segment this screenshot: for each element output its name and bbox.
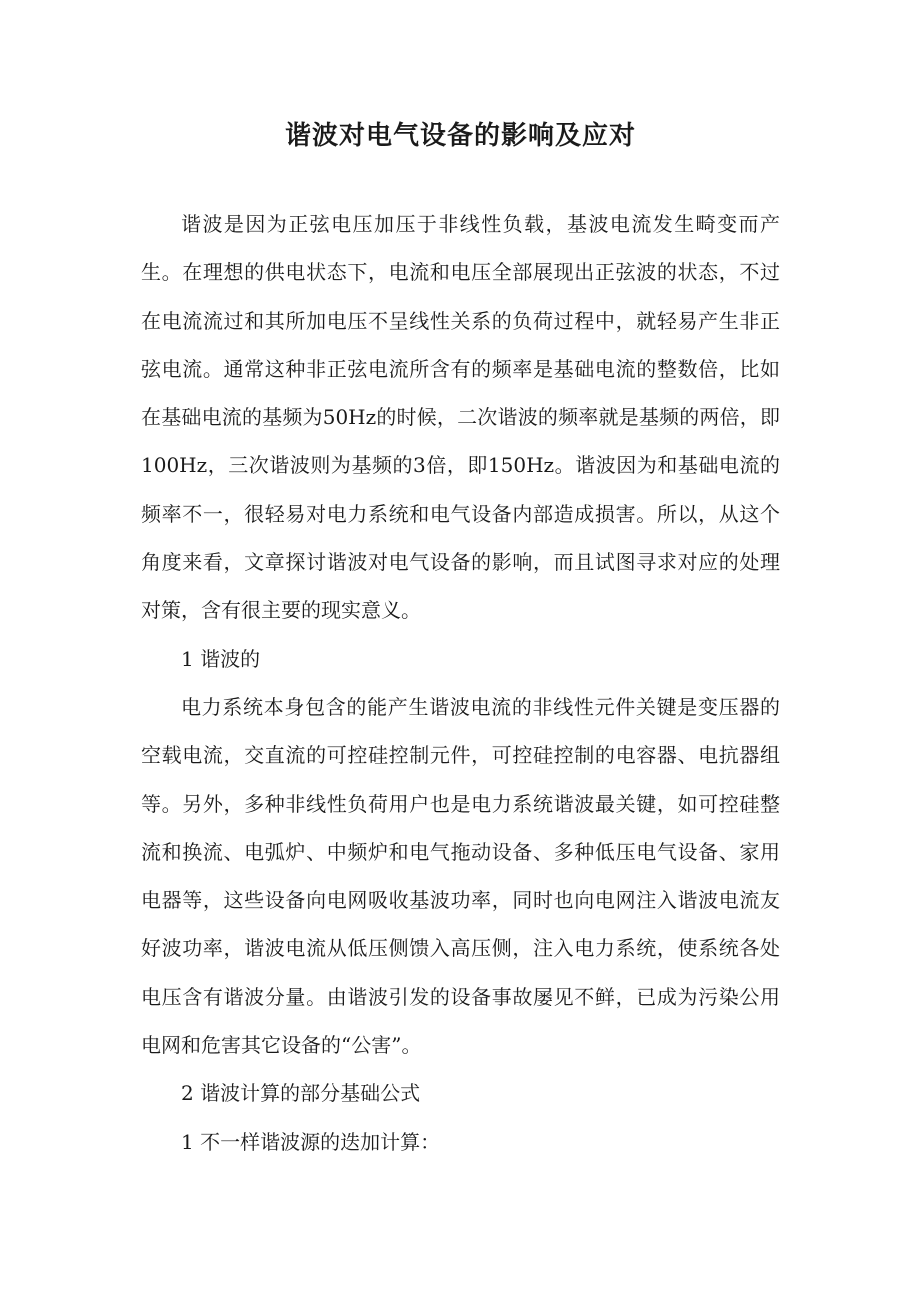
paragraph-intro: 谐波是因为正弦电压加压于非线性负载，基波电流发生畸变而产生。在理想的供电状态下，电流和电压全部展现出正弦波的状态，不过在电流流过和其所加电压不呈线性关系的负荷过程中，就轻易产生非正弦电流。通常这种非正弦电流所含有的频率是基础电流的整数倍，比如在基础电流的基频为50Hz的时候，二次谐波的频率就是基频的两倍，即100Hz，三次谐波则为基频的3倍，即150Hz。谐波因为和基础电流的频率不一，很轻易对电力系统和电气设备内部造成损害。所以，从这个角度来看，文章探讨谐波对电气设备的影响，而且试图寻求对应的处理对策，含有很主要的现实意义。 <box>141 212 780 623</box>
section-heading-1: 1 谐波的 <box>181 646 261 671</box>
document-body <box>141 200 780 1166</box>
subsection-heading-1: 1 不一样谐波源的迭加计算： <box>181 1129 441 1154</box>
section-heading-2: 2 谐波计算的部分基础公式 <box>181 1081 421 1106</box>
paragraph-section-1: 电力系统本身包含的能产生谐波电流的非线性元件关键是变压器的空载电流，交直流的可控硅控制元件，可控硅控制的电容器、电抗器组等。另外，多种非线性负荷用户也是电力系统谐波最关键，如可控硅整流和换流、电弧炉、中频炉和电气拖动设备、多种低压电气设备、家用电器等，这些设备向电网吸收基波功率，同时也向电网注入谐波电流友好波功率，谐波电流从低压侧馈入高压侧，注入电力系统，使系统各处电压含有谐波分量。由谐波引发的设备事故屡见不鲜，已成为污染公用电网和危害其它设备的“公害”。 <box>141 694 780 1058</box>
document-title: 谐波对电气设备的影响及应对 <box>284 121 636 151</box>
